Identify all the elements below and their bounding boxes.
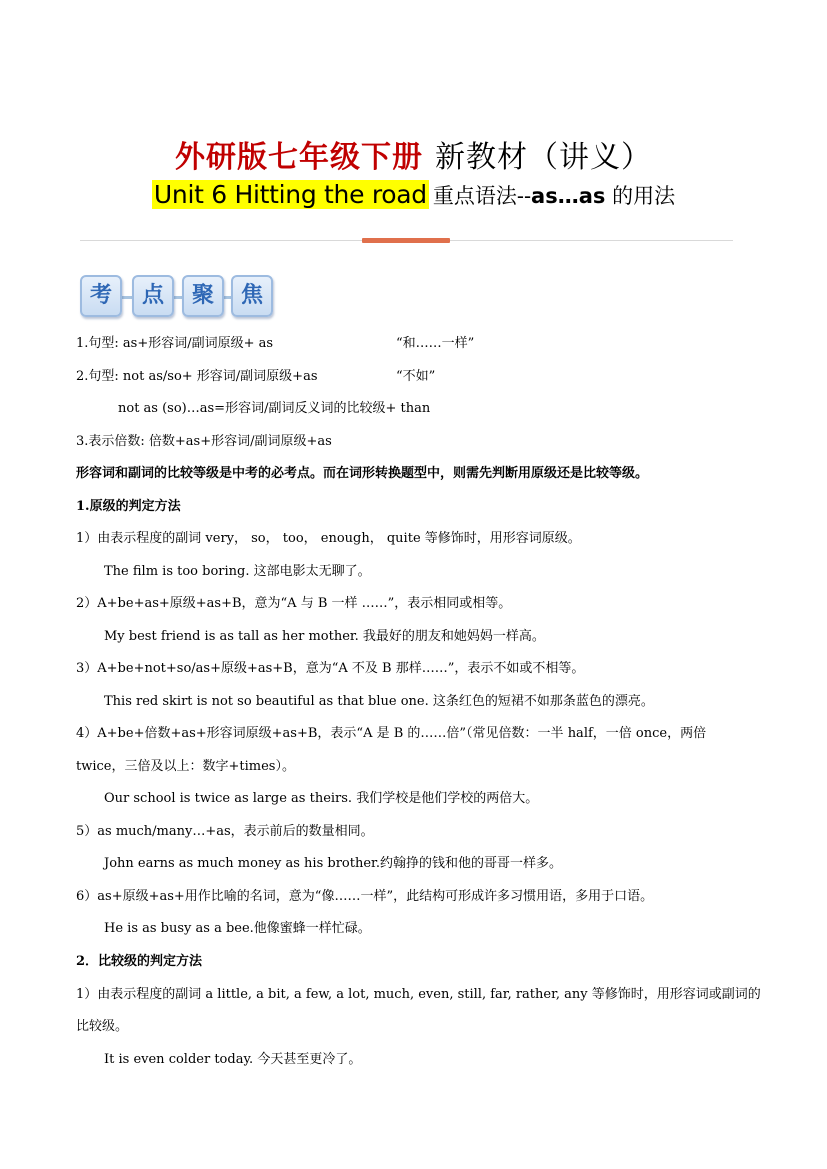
title-red: 外研版七年级下册 xyxy=(175,140,423,175)
divider-accent xyxy=(362,238,450,243)
rule-2-1: 1）由表示程度的副词 a little, a bit, a few, a lot, much, even, still, far, rather, any 等修饰时，用形容词或副词的 xyxy=(76,987,761,1002)
rule-1-2: 2）A+be+as+原级+as+B，意为“A 与 B 一样 ……”，表示相同或相等。 xyxy=(76,596,512,611)
rule-1-5: 5）as much/many…+as，表示前后的数量相同。 xyxy=(76,824,374,839)
key-points-badges xyxy=(80,275,280,319)
rule-1-3-example: This red skirt is not so beautiful as that blue one. 这条红色的短裙不如那条蓝色的漂亮。 xyxy=(104,694,654,709)
badge-kao: 考 xyxy=(80,275,122,317)
pattern-3: 3.表示倍数: 倍数+as+形容词/副词原级+as xyxy=(76,434,332,449)
rule-1-4-example: Our school is twice as large as theirs. 我们学校是他们学校的两倍大。 xyxy=(104,791,539,806)
rule-1-5-example: John earns as much money as his brother.约翰挣的钱和他的哥哥一样多。 xyxy=(104,856,562,871)
unit-title-highlight: Unit 6 Hitting the road xyxy=(153,180,427,209)
rule-1-1-example: The film is too boring. 这部电影太无聊了。 xyxy=(104,564,371,579)
rule-1-1: 1）由表示程度的副词 very， so， too， enough， quite 等修饰时，用形容词原级。 xyxy=(76,531,581,546)
pattern-2-meaning: “不如” xyxy=(396,369,436,384)
rule-1-3: 3）A+be+not+so/as+原级+as+B，意为“A 不及 B 那样……”，表示不如或不相等。 xyxy=(76,661,585,676)
badge-dian: 点 xyxy=(132,275,174,317)
intro-note: 形容词和副词的比较等级是中考的必考点。而在词形转换题型中，则需先判断用原级还是比较等级。 xyxy=(76,466,649,481)
title-black: 新教材（讲义） xyxy=(435,140,652,175)
document-title xyxy=(0,132,827,176)
pattern-1: 1.句型: as+形容词/副词原级+ as xyxy=(76,336,274,351)
rule-2-1-example: It is even colder today. 今天甚至更冷了。 xyxy=(104,1052,362,1067)
pattern-1-meaning: “和……一样” xyxy=(396,336,475,351)
rule-2-1-cont: 比较级。 xyxy=(76,1019,129,1034)
rule-1-4: 4）A+be+倍数+as+形容词原级+as+B，表示“A 是 B 的……倍”（常见倍数：一半 half，一倍 once，两倍 xyxy=(76,726,707,741)
badge-ju: 聚 xyxy=(182,275,224,317)
pattern-2b: not as (so)…as=形容词/副词反义词的比较级+ than xyxy=(118,401,431,416)
rule-1-6: 6）as+原级+as+用作比喻的名词，意为“像……一样”，此结构可形成许多习惯用语，多用于口语。 xyxy=(76,889,654,904)
subtitle: 重点语法--as…as 的用法 xyxy=(432,184,676,208)
unit-title xyxy=(0,180,827,210)
rule-1-4-cont: twice，三倍及以上：数字+times）。 xyxy=(76,759,295,774)
section-2-heading: 2．比较级的判定方法 xyxy=(76,954,203,969)
section-1-heading: 1.原级的判定方法 xyxy=(76,499,181,514)
pattern-2: 2.句型: not as/so+ 形容词/副词原级+as xyxy=(76,369,318,384)
rule-1-6-example: He is as busy as a bee.他像蜜蜂一样忙碌。 xyxy=(104,921,371,936)
rule-1-2-example: My best friend is as tall as her mother. 我最好的朋友和她妈妈一样高。 xyxy=(104,629,545,644)
badge-jiao: 焦 xyxy=(231,275,273,317)
